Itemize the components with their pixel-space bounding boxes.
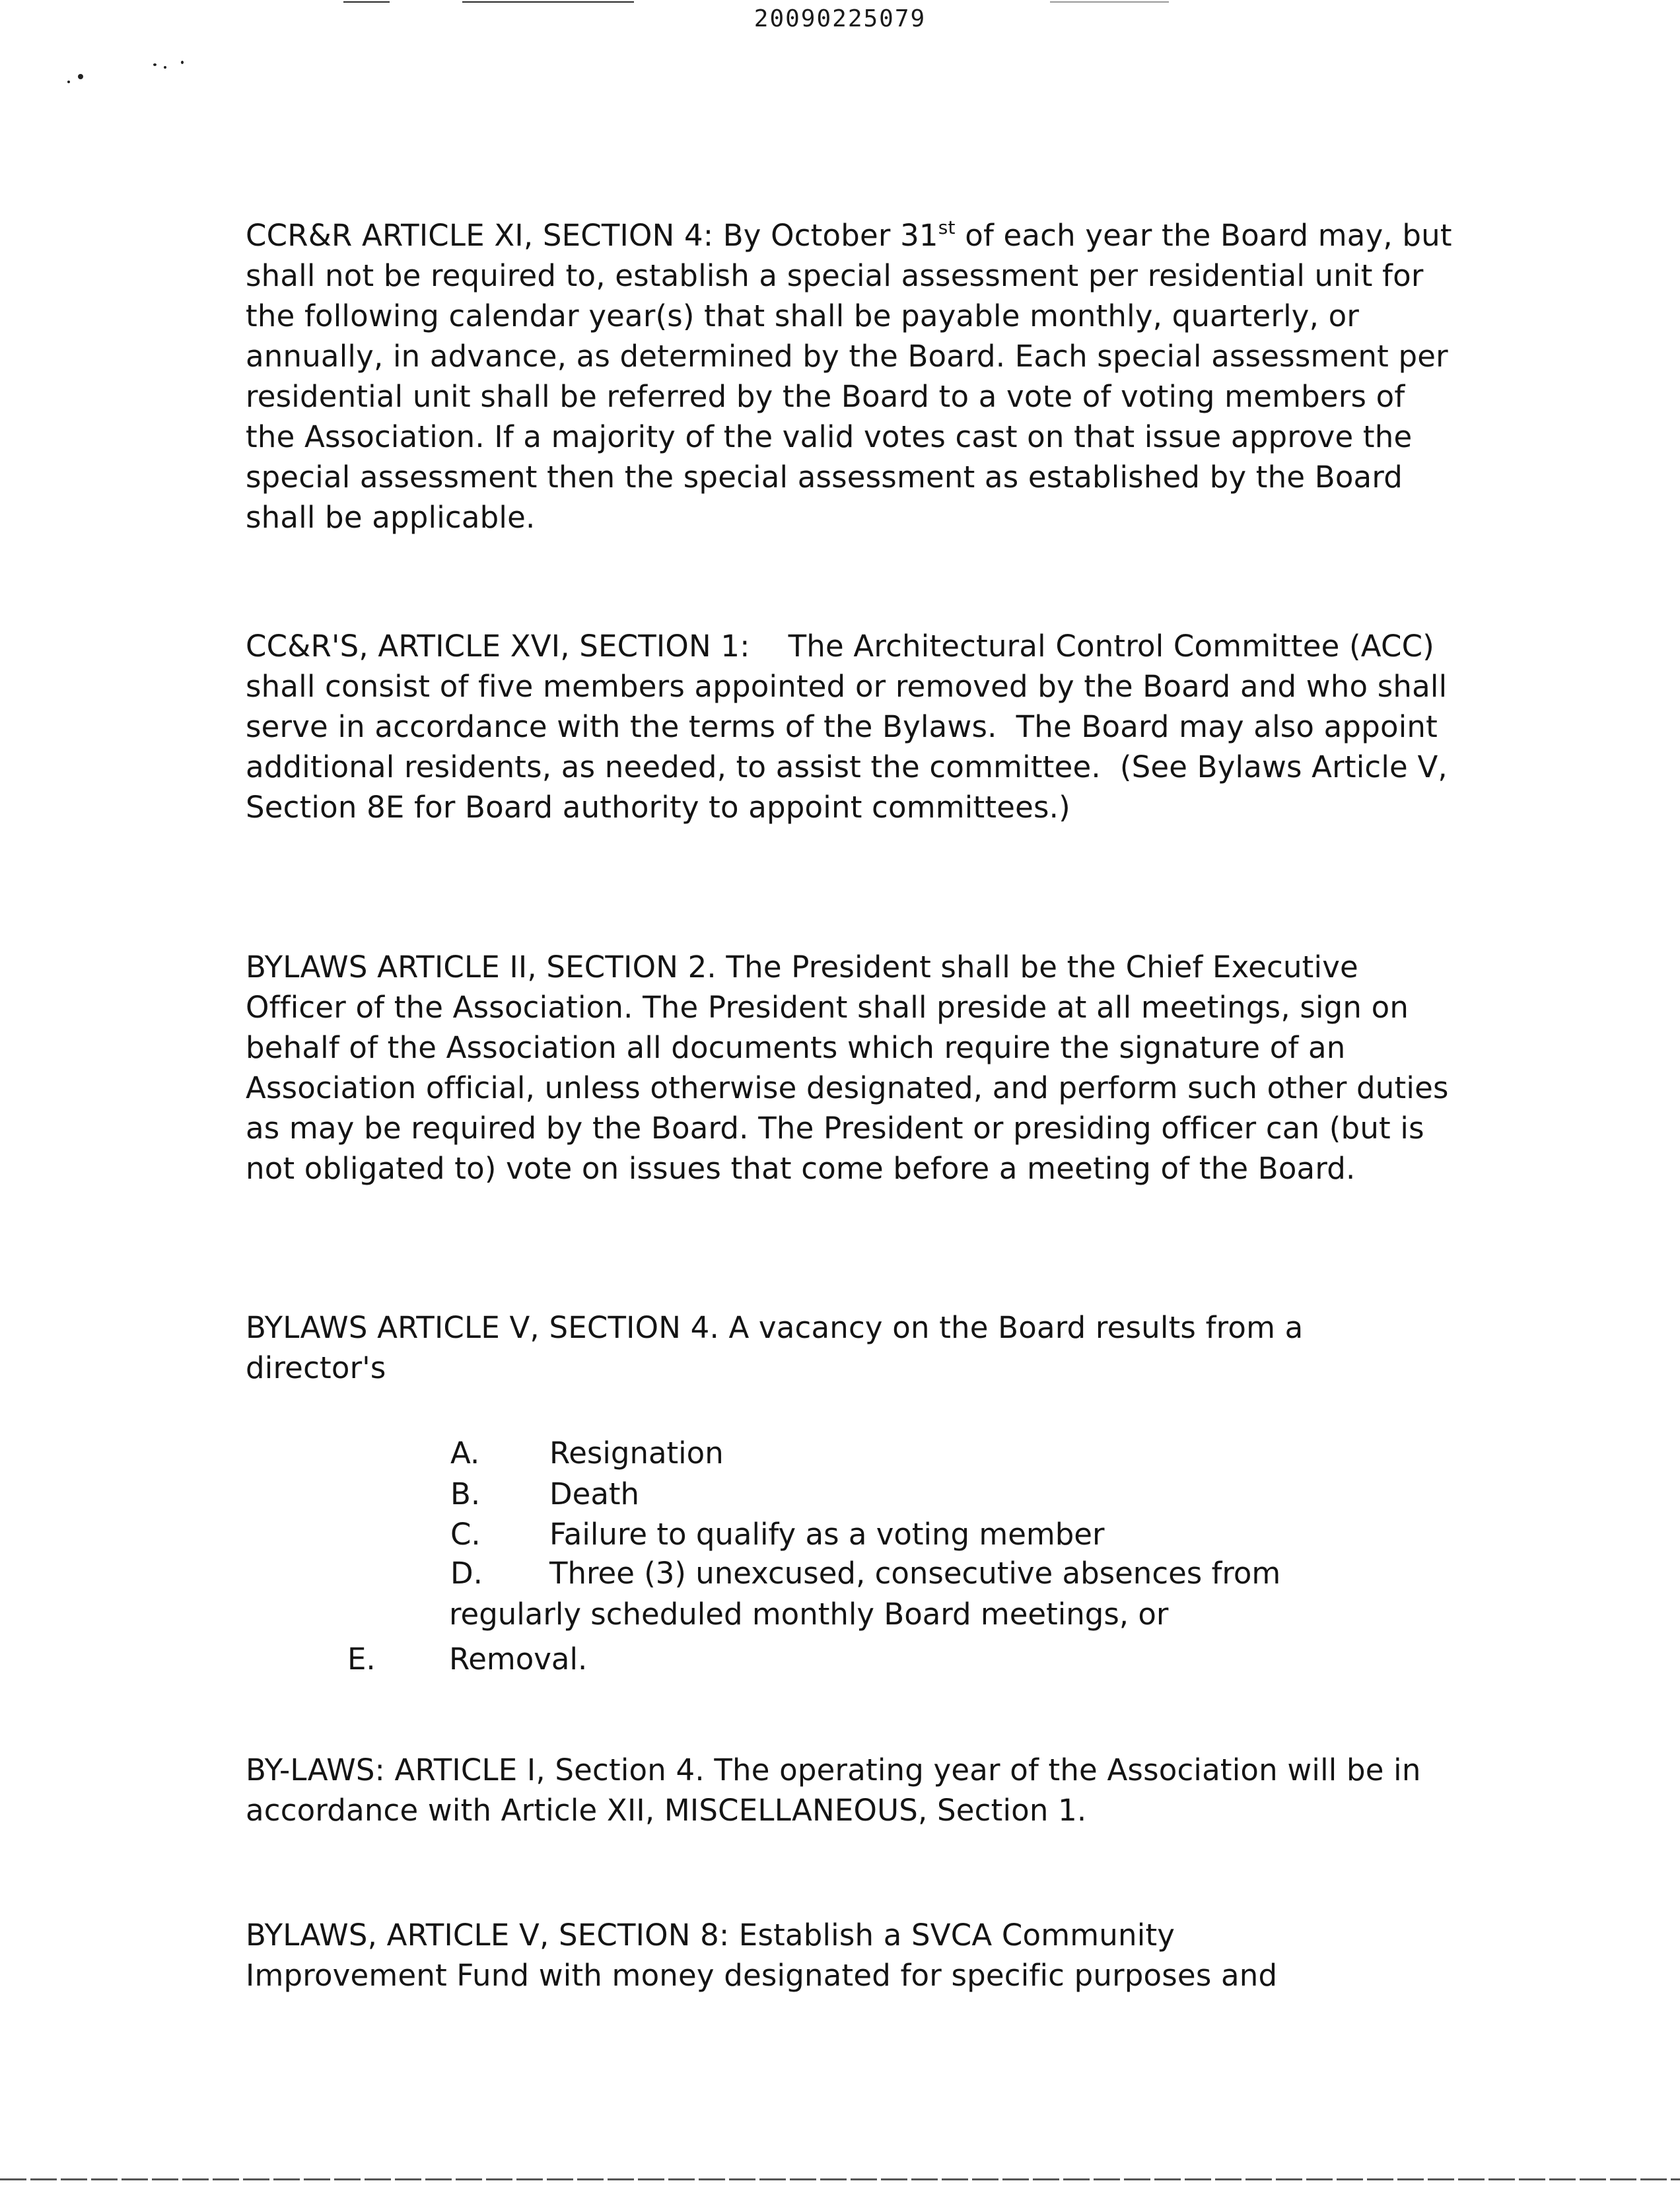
section-text: CCR&R ARTICLE XI, SECTION 4: By October 31 [246,218,938,253]
list-item-text: Removal. [449,1642,588,1677]
scan-speck [164,66,166,69]
section-bylaws-article-v-8: BYLAWS, ARTICLE V, SECTION 8: Establish a SVCA Community Improvement Fund with money designated for specific purposes and [246,1918,1278,1993]
list-item-text: Resignation [549,1436,724,1471]
list-item-letter: B. [450,1476,481,1511]
scan-artifact-line [1050,1,1169,3]
document-number: 20090225079 [753,5,927,32]
scan-artifact-line [462,1,634,3]
scan-artifact-line [343,1,390,3]
list-item-text: Death [549,1476,640,1511]
list-item-text: regularly scheduled monthly Board meetings, or [449,1597,1169,1632]
scan-artifact-border [0,2178,1680,2180]
list-item-text: Failure to qualify as a voting member [549,1517,1105,1552]
section-ccr-article-xvi-1: CC&R'S, ARTICLE XVI, SECTION 1: The Architectural Control Committee (ACC) shall consist of five members appointed or removed by the Board and who shall serve in accordance with the terms of the Bylaws. The Board may also appoint additional residents, as needed, to assist the committee. (See Bylaws Article V, Section 8E for Board authority to appoint committees.) [246,629,1457,825]
list-item-letter: D. [450,1556,483,1591]
scan-speck [78,74,83,79]
scan-speck [67,81,70,83]
section-text: of each year the Board may, but shall not be required to, establish a special assessment per residential unit for the following calendar year(s) that shall be payable monthly, quarterly, or annually, in advance, as determined by the Board. Each special assessment per residential unit shall be referred by the Board to a vote of voting members of the Association. If a majority of the valid votes cast on that issue approve the special assessment then the special assessment as established by the Board shall be applicable. [246,218,1452,535]
list-item-letter: C. [450,1517,481,1552]
list-item-letter: E. [347,1642,376,1677]
scan-speck [153,63,157,66]
scan-speck [181,61,184,64]
list-item-letter: A. [450,1436,480,1471]
section-bylaws-article-i-4: BY-LAWS: ARTICLE I, Section 4. The operating year of the Association will be in accordance with Article XII, MISCELLANEOUS, Section 1. [246,1753,1421,1828]
list-item-text: Three (3) unexcused, consecutive absences from [549,1556,1281,1591]
section-ccr-article-xi-4 [246,215,1454,538]
section-bylaws-article-ii-2: BYLAWS ARTICLE II, SECTION 2. The President shall be the Chief Executive Officer of the Association. The President shall preside at all meetings, sign on behalf of the Association all documents which require the signature of an Association official, unless otherwise designated, and perform such other duties as may be required by the Board. The President or presiding officer can (but is not obligated to) vote on issues that come before a meeting of the Board. [246,950,1449,1186]
ordinal-suffix: st [938,217,956,238]
section-bylaws-article-v-4: BYLAWS ARTICLE V, SECTION 4. A vacancy on the Board results from a director's [246,1310,1304,1385]
